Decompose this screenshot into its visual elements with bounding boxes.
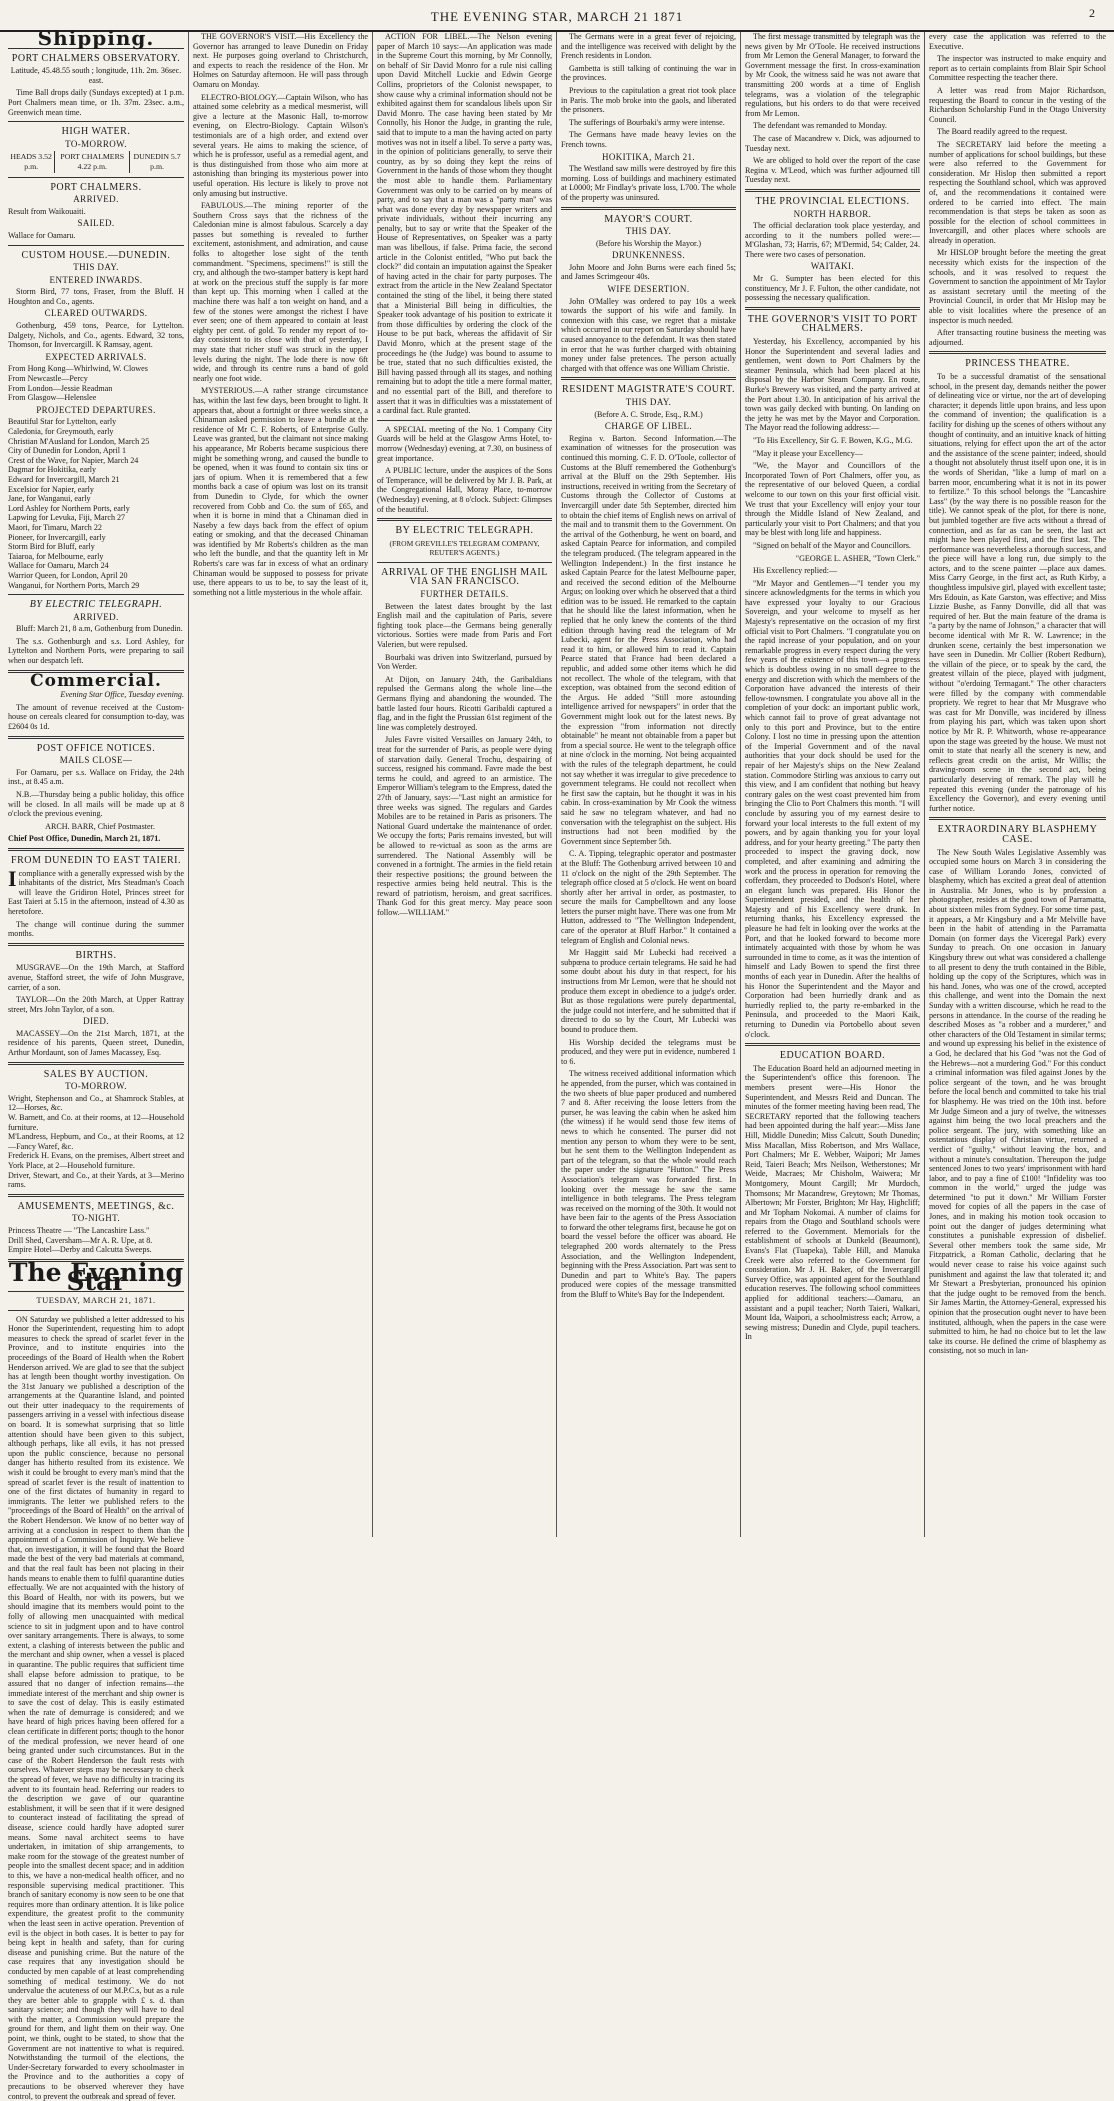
telegraph-p9: The Germans have made heavy levies on the French towns. — [561, 130, 736, 149]
wife-label: WIFE DESERTION. — [607, 284, 690, 295]
telegraph-heading: BY ELECTRIC TELEGRAPH. — [395, 525, 534, 537]
taieri-title: FROM DUNEDIN TO EAST TAIERI. — [11, 854, 181, 866]
telegraph-p5: The Germans were in a great fever of rejoicing, and the intelligence was received with delight by the French residents in London. — [561, 32, 736, 61]
telegraph-credit: (FROM GREVILLE'S TELEGRAM COMPANY, REUTER'S AGENTS.) — [389, 538, 540, 558]
list-item: Dagmar for Hokitika, early — [8, 465, 97, 475]
mayors-court-title: MAYOR'S COURT. — [604, 213, 693, 225]
hw-dunedin: DUNEDIN 5.7 p.m. — [133, 152, 181, 171]
auction-tomorrow: TO-MORROW. — [65, 1081, 127, 1092]
post-text2: N.B.—Thursday being a public holiday, this office will be closed. In all mails will be made up at 8 o'clock the previous evening. — [8, 790, 184, 819]
north-harbor: NORTH HARBOR. — [793, 208, 872, 219]
telegraph-arrived: ARRIVED. — [73, 611, 119, 622]
post-place: Chief Post Office, Dunedin, March 21, 1871. — [8, 834, 161, 844]
post-sign: ARCH. BARR, Chief Postmaster. — [45, 821, 155, 831]
education-title: EDUCATION BOARD. — [779, 1050, 886, 1062]
list-item: Lord Ashley for Northern Ports, early — [8, 503, 130, 513]
port-chalmers-title: PORT CHALMERS. — [50, 181, 142, 193]
sailed-text: Wallace for Oamaru. — [8, 230, 76, 240]
list-item: From London—Jessie Readman — [8, 383, 113, 393]
births-title: BIRTHS. — [75, 949, 117, 961]
col5-text3: The case of Macandrew v. Dick, was adjourned to Tuesday next. — [745, 133, 920, 153]
amusements-tonight: TO-NIGHT. — [71, 1213, 120, 1224]
blasphemy-title: EXTRAORDINARY BLASPHEMY CASE. — [937, 824, 1098, 845]
list-item: Warrior Queen, for London, April 20 — [8, 570, 128, 580]
col6-text4: The Board readily agreed to the request. — [937, 127, 1068, 137]
taieri-text: compliance with a generally expressed wish by the inhabitants of the district, Mrs Steadman's Coach will leave the Gridiron Hotel, Princes street for East Taieri at 5.15 in the afternoon, instead of 4.30 as heretofore. — [8, 868, 184, 916]
governor-visit-text: Yesterday, his Excellency, accompanied by his Honor the Superintendent and several ladies and gentlemen, went down to Port Chalmers by the steamer Peninsula, which had been placed at his disposal by the Harbor Steam Company. En route, Burke's Brewery was visited, and the party arrived at the Port about 1.30. In anticipation of his arrival the town was gaily decked with bunting. On landing on the jetty he was met by the Mayor and Corporation. The Mayor read the following address:— — [745, 337, 920, 433]
running-title: THE EVENING STAR, MARCH 21 1871 — [430, 9, 684, 24]
col5-text1: The first message transmitted by telegraph was the news given by Mr O'Toole. He received instructions from Mr Lemon the General Manager, to forward the Government message the first. In cross-examination by Mr Cook, the witness said he was not aware that transmitting 200 words at a time of English telegrams, was a violation of the telegraphic regulations, but his orders to do that were received from Mr Lemon. — [745, 32, 920, 118]
taieri-text2: The change will continue during the summer months. — [8, 919, 184, 939]
resident-text5: The witness received additional information which he appended, from the purser, which was contained in the two sheets of blue paper produced and numbered 7 and 8. After receiving the loose letters from the purser, he was leaving the cabin when he asked him (the witness) if he would send those few items of news to which he consented. The purser did not mention any person to whom they were to be sent, but he sent them to the Wellington Independent as part of the telegram, so that the whole would reach the paper under the signature "Hutton." The Press Association's telegram was forwarded first. In looking over the message he saw the same intelligence in both telegrams. The Press telegram was received on the morning of the 30th. It would not have been fair to the agents of the Press Association to forward the other telegrams first, because he got on board the vessel before the officer was aboard. He telegraphed 200 words alternately to the Press Association, and the Wellington Independent, beginning with the Press Association. Part was sent to Dunedin and part to White's Bay. The papers produced were copies of the message transmitted from the Bluff to White's Bay for the Independent. — [561, 1069, 736, 1300]
telegraph-p2: Bourbaki was driven into Switzerland, pursued by Von Werder. — [377, 652, 552, 672]
telegraph-p6: Gambetta is still talking of continuing the war in the provinces. — [561, 63, 736, 83]
column-4 — [556, 32, 740, 1537]
observatory-title: PORT CHALMERS OBSERVATORY. — [11, 52, 181, 64]
post-mails: MAILS CLOSE— — [59, 755, 133, 766]
col6-text1: every case the application was referred to the Executive. — [929, 32, 1106, 51]
further-details: FURTHER DETAILS. — [420, 589, 509, 600]
list-item: Christian M'Ausland for London, March 25 — [8, 436, 150, 446]
col5-text2: The defendant was remanded to Monday. — [753, 121, 887, 131]
resident-text3: Mr Haggitt said Mr Lubecki had received a subpœna to produce certain telegrams. He said he had some doubt about his duty in that respect, for his instructions from Mr Lemon, were that he should not produce them except in obedience to a judge's order. But as those regulations were purely departmental, the judge could not interfere, and he submitted that if directed to do so by the Court, Mr Lubecki was bound to produce them. — [561, 948, 736, 1034]
paper-brand: The Evening Star — [8, 1257, 184, 1297]
list-item: Beautiful Star for Lyttelton, early — [8, 417, 117, 427]
post-text1: For Oamaru, per s.s. Wallace on Friday, the 24th inst., at 8.45 a.m. — [8, 767, 184, 787]
mayors-before: (Before his Worship the Mayor.) — [595, 238, 702, 248]
resident-text4: His Worship decided the telegrams must be produced, and they were put in evidence, numbered 1 to 6. — [561, 1037, 736, 1066]
running-head — [0, 0, 1114, 32]
dropcap: I — [8, 865, 17, 891]
col6-text2: The inspector was instructed to make enquiry and report as to certain complaints from Blair Spir School Committee respecting the teacher there. — [929, 54, 1106, 83]
libel-note: ACTION FOR LIBEL.—The Nelson evening paper of March 10 says:—An application was made in the Supreme Court this morning, by Mr Connolly, on behalf of Sir David Monro for a rule nisi calling upon David Mitchell Luckie and Edwin George Collins, proprietors of the Colonist newspaper, to show cause why a criminal information should not be exhibited against them for scandalous libels upon Sir David Monro. The case having been stated by Mr Connolly, his Honor the Judge, in granting the rule, said that to impute to a man the having acted on party motives was not in itself a libel. To serve a party was, in the opinion of politicians generally, to serve their country, as by so doing they kept the reins of Government in the hands of those whom they thought the most able to handle them. Parliamentary Government was only to be carried on by means of party, and to say that a man was a "party man" was what was done every day by newspaper writers and private individuals, without their incurring any penalty, but to say or write that the Speaker of the House of Representatives, on Speaker was a party man was libellous, if false. Prima facie, the second article in the Colonist entitled, "Who put back the clock?" did contain an imputation against the Speaker of having acted in the chair for party purposes. The extract from the article in the New Zealand Spectator contained the sting of the libel, it being there stated that a Ministerial Bill being in difficulties, the Speaker took advantage of his position to extricate it from those difficulties by ordering the clock of the House to be put back, whereas the affidavit of Sir David Monro, which at the present stage of the proceedings he (the Judge) was bound to assume to be true, stated that no such difficulties existed, the Bill having passed through all its stages, and nothing remaining but to adopt the title a mere formal matter, and no essential part of the Bill, and therefore to assert that it was in difficulties was a misstatement of a cardinal fact. Rule granted. — [377, 32, 552, 416]
address-3: "We, the Mayor and Councillors of the Incorporated Town of Port Chalmers, offer you, as the representative of our beloved Queen, a cordial welcome to our town on this your first official visit. We trust that your Excellency will enjoy your tour through the Middle Island of New Zealand, and particularly your visit to Port Chalmers; and that you may be blest with long life and happiness. — [745, 461, 920, 538]
timeball-text: Time Ball drops daily (Sundays excepted) at 1 p.m. Port Chalmers mean time, or 1h. 37m. 23sec. a.m., Greenwich mean time. — [8, 88, 184, 117]
customs-title: CUSTOM HOUSE.—DUNEDIN. — [21, 249, 171, 261]
list-item: Wallace for Oamaru, March 24 — [8, 561, 109, 571]
amusements-title: AMUSEMENTS, MEETINGS, &c. — [17, 1200, 175, 1212]
col6-text7: After transacting routine business the meeting was adjourned. — [929, 328, 1106, 347]
died-text: MACASSEY—On the 21st March, 1871, at the residence of his parents, Queen street, Dunedin, Arthur Mordaunt, son of James Macassey, Esq. — [8, 1028, 184, 1058]
telegraph-text1: Bluff: March 21, 8 a.m, Gothenburg from Dunedin. — [16, 624, 183, 634]
fabulous-note: FABULOUS.—The mining reporter of the Southern Cross says that the richness of the Caledonian mine is almost fabulous. Scarcely a day passes but something is revealed to further excitement, astonishment, and admiration, and cause folks to altogether lose sight of the tenth commandment. "Specimens, specimens!" is still the cry, and although the two-stamper battery is kept hard at work on the precious stuff the supply is far more than kept up. This morning when I called at the machine there was half a ton weight on hand, and a few of the stones were amongst the richest I have ever seen; one of them appeared to contain at least eighty per cent. of gold. To render my report of to-day consistent to its close with that of yesterday, I may state that richer stuff was struck in the upper levels during the night. The lode there is now 6ft wide, and through its centre runs a band of gold nearly one foot wide. — [193, 201, 368, 383]
entered-text: Storm Bird, 77 tons, Fraser, from the Bluff. H Houghton and Co., agents. — [8, 287, 184, 306]
list-item: M'Landress, Hepburn, and Co., at their Rooms, at 12—Fancy Waref, &c. — [8, 1132, 184, 1151]
list-item: Empire Hotel—Derby and Calcutta Sweeps. — [8, 1245, 152, 1255]
list-item: W. Barnett, and Co. at their rooms, at 12—Household furniture. — [8, 1113, 184, 1132]
list-item: Jane, for Wanganui, early — [8, 494, 91, 504]
hw-port: PORT CHALMERS 4.22 p.m. — [55, 151, 130, 172]
cleared-label: CLEARED OUTWARDS. — [44, 308, 148, 319]
list-item: Pioneer, for Invercargill, early — [8, 532, 106, 542]
blasphemy-text: The New South Wales Legislative Assembly was occupied some hours on March 3 in considering the case of William Lorando Jones, convicted of blasphemy, which has excited a great deal of attention in Australia. Mr Jones, who is by profession a photographer, resides at the good town of Parramatta, about sixteen miles from Sydney. For some time past, it appears, a Mr Kingsbury and a Mr Melville have been in the habit of attending in the Parramatta Domain (on former days the Viceregal Park) every Sunday to preach. On one occasion in January Kingsbury threw out what was considered a challenge to all present to deny the truth contained in the Bible, holding up the copy of the Scriptures, which was in his hand. Jones, who was one of the crowd, accepted this challenge, and went into the Domain the next Sunday with a written discourse, which he read to the persons in attendance. In the course of the reading he described Moses as "a robber and a murderer," and other characters of the Old Testament in similar terms; and wound up expressing his belief in the existence of a God, he declared that his God "was not the God of the Hebrews—not a murdering God." For this conduct a criminal information was filed against Jones by the police sergeant of the town, and he was brought before the local bench and committed to take his trial for blasphemy. He was tried on the 10th inst. before Mr Judge Simeon and a jury of twelve, the witnesses against him being the two local preachers and the police sergeant. The jury, with something like an ostentatious display of Christian virtue, returned a verdict of "guilty," without leaving the box, and without a minute's consultation. Thereupon the judge sentenced Jones to two years' imprisonment with hard labor, and to pay a fine of £100! "Infidelity was too common in the world," urged the judge was determined "to put it down." Mr William Forster moved for copies of all the papers in the case of Jones, and in making his motion took occasion to point out the danger of judges determining what constitutes a punishable expression of disbelief. Several other members took the same side, Mr Fitzpatrick, a Roman Catholic, declaring that he would never cease to raise his voice against such punishment and against the law that tolerated it; and Mr Stewart a Presbyterian, pronounced his opinion that the judge ought to be removed from the bench. Sir James Martin, the Attorney-General, expressed his opinion that the prosecution ought never to have been instituted, although, when the papers in the case were submitted to him, he had no choice but to let the law take its course. He defined the crime of blasphemy as consisting, not so much in lan- — [929, 847, 1106, 1356]
theatre-title: PRINCESS THEATRE. — [965, 358, 1070, 370]
list-item: From Glasgow—Helenslee — [8, 393, 97, 403]
commercial-heading: Commercial. — [30, 670, 162, 691]
high-water-table — [8, 151, 184, 172]
hw-heads: HEADS 3.52 p.m. — [8, 151, 55, 172]
editorial-text: ON Saturday we published a letter addressed to his Honor the Superintendent, requesting him to adopt measures to check the spread of scarlet fever in the Province, and to institute enquiries into the proceedings of the Board of Health when the Robert Henderson arrived. We are glad to see that the subject has at length been thought worthy investigation. On the 31st January we published a description of the arrangements at the Quarantine Island, and pointed out their utter inadequacy to the requirements of passengers arriving in a vessel with infectious disease on board. It is somewhat surprising that so little attention should have been given to this subject, although perhaps, like all evils, it has not pressed upon the public conscience, because no personal danger has hitherto resulted from its existence. We wish it could be brought to every man's mind that the spread of scarlet fever is the result of inattention to one of the first dictates of humanity in regard to immigrants. The letter we published refers to the "proceedings of the Board of Health" on the arrival of the Robert Henderson. We know of no better way of arriving at a conclusion in respect to them than the appointment of a Commission of Inquiry. We believe that, on investigation, it will be found that the Board made the best of the very bad materials at command, and that the real fault has been not placing in their hands means to enable them to fulfil quarantine duties effectually. We are not acquainted with the history of this Board of Health, nor with its powers, but we should imagine that its members would point to the folly of allowing men unacquainted with medical science to sit in judgment upon and to have control over sanitary arrangements. There is always, to some extent, a clashing of interests between the public and the merchant and ship owner, when a vessel is placed in quarantine. The public requires that sufficient time shall elapse before admission to pratique, to be assured that no danger of infection remains—the immediate interest of the merchant and ship owner is to save the cost of delay. This is easily estimated when the rate of demurrage is considered; and we have heard of high prices having been offered for a clean certificate in different ports; though to the honor of the medical profession, we never heard of one being granted under such circumstances. But in the case of the Robert Henderson the fault rests with ourselves. Whatever steps may be necessary to check the spread of fever, we have no difficulty in tracing its advent to its fountain head. Referring our readers to the description we gave of our quarantine establishment, it will be seen that if it were designed to counteract instead of facilitating the spread of disease, science could hardly have adopted surer means. Some naval architect seems to have undertaken, in imitation of ship arrangements, to make room for the stowage of the greatest number of people into the smallest decent space; and in addition to this, we have a non-medical health officer, and no responsible supervising medical practitioner. This branch of sanitary economy is now seen to be one that requires more than ordinary attention. It is like police expenditure, the greatest profit to the community when the least seen in active operation. Prevention of evil is the object in both cases. It is better to pay for being kept in health and safety, than for curing disease and punishing crime. But the nature of the case requires that any investigation should be conducted by men capable of at least comprehending something of medical testimony. We do not undervalue the acuteness of our M.P.C.s, but as a rule they are better able to grapple with £ s. d. than sanitary science; and though they will have to deal with the matter, a Commission would prepare the ground for them, and light them on their way. One point, we think, ought to be stated, to show that the Government are not inattentive to what is required. Notwithstanding the turmoil of the elections, the Under-Secretary forwarded to every schoolmaster in the Province and to the authorities a copy of precautions to be observed wherever they have control, to prevent the outbreak and spread of fever. — [8, 1314, 184, 2101]
list-item: From Hong Kong—Whirlwind, W. Clowes — [8, 364, 148, 374]
mayors-day: THIS DAY. — [625, 226, 672, 237]
list-item: City of Dunedin for London, April 1 — [8, 446, 127, 456]
projected-list — [8, 417, 184, 590]
col5-text4: We are obliged to hold over the report of the case Regina v. M'Leod, which was further adjourned till Tuesday next. — [745, 156, 920, 185]
cleared-text: Gothenburg, 459 tons, Pearce, for Lyttelton. Dalgety, Nichols, and Co., agents. Edward, 32 tons, Thomson, for Invercargill. K Ramsay, agent. — [8, 321, 184, 350]
address-4: "Signed on behalf of the Mayor and Councillors. — [753, 540, 911, 550]
issue-date: TUESDAY, MARCH 21, 1871. — [36, 1294, 156, 1305]
customs-day: THIS DAY. — [73, 262, 119, 273]
births-text2: TAYLOR—On the 20th March, at Upper Rattray street, Mrs John Taylor, of a son. — [8, 995, 184, 1014]
libel-label: CHARGE OF LIBEL. — [604, 421, 693, 432]
hokitika-dateline: HOKITIKA, March 21. — [601, 151, 696, 162]
list-item: Wright, Stephenson and Co., at Shamrock Stables, at 12—Horses, &c. — [8, 1093, 184, 1113]
education-text: The Education Board held an adjourned meeting in the Superintendent's office this forenoon. The members present were—His Honor the Superintendent, and Messrs Reid and Duncan. The minutes of the former meeting having been read, The SECRETARY reported that the following teachers had been appointed during the half year:—Miss Jane Hill, Middle Dunedin; Miss Calcutt, South Dunedin; Miss Macallan, Miss Robertson, and Mrs Wallace, Port Chalmers; Mr E. Webber, Waipori; Mr James Reid, Taieri Beach; Mrs Neilson, Wetherstones; Mr Weide, Macraes; Mr Chisholm, Waiwera; Mr Montgomery, Mount Cargill; Mr Murdoch, Thomsons; Mr Macandrew, Greytown; Mr Thomas, Albertown; Mr Forster, Brighton; Mr Hay, Highcliff; and Mr Topham Nokomai. A number of claims for repairs from the Otago and Southland schools were referred to the Government. Memorials for the establishment of schools at Dunkeld (Beaumont), Evans's Flat (Tuapeka), Table Hill, and Manuka Creek were also referred to the Government for consideration. Mr J. H. Baker, of the Invercargill Survey Office, was appointed agent for the Southland education reserves. The following school committees applied for additional teachers:—Oamaru, an assistant and a pupil teacher; North Taieri, Walkari, Mount Ida, Waipori, a schoolmistress each; Arrow, a sewing mistress; Dunedin and Clyde, pupil teachers. In — [745, 1063, 920, 1342]
list-item: Wanganui, for Northern Ports, March 29 — [8, 580, 140, 590]
col6-text3: A letter was read from Major Richardson, requesting the Board to concur in the vesting of the Richardson Scholarship Fund in the Otago University Council. — [929, 85, 1106, 124]
column-2 — [188, 32, 372, 1537]
auction-title: SALES BY AUCTION. — [43, 1068, 149, 1080]
page-number: 2 — [1089, 6, 1096, 20]
resident-text2: C. A. Tipping, telegraphic operator and postmaster at the Bluff: The Gothenburg arrived between 10 and 11 o'clock on the night of the 29th September. The telegraph office closed at 5 o'clock. He went on board shortly after her arrival in order, as postmaster, to secure the mails for Campbelltown and any loose letters the purser might have. There was one from Mr Hutton, addressed to "The Wellington Independent, care of the operator at Bluff Harbor." It contained a telegram of English and Colonial news. — [561, 849, 736, 945]
resident-court-title: RESIDENT MAGISTRATE'S COURT. — [562, 384, 735, 396]
list-item: From Newcastle—Percy — [8, 374, 88, 384]
list-item: Lapwing for Levuka, Fiji, March 27 — [8, 513, 126, 523]
commercial-text: The amount of revenue received at the Custom-house on cereals cleared for consumption to-day, was £2604 0s 1d. — [8, 702, 184, 732]
telegraph-p8: The sufferings of Bourbaki's army were intense. — [569, 117, 725, 127]
drunk-label: DRUNKENNESS. — [611, 250, 686, 261]
expected-label: EXPECTED ARRIVALS. — [45, 351, 147, 362]
telegraph-p4: Jules Favre visited Versailles on January 24th, to treat for the surrender of Paris, as people were dying of starvation daily. General Trochu, despairing of success, resigned his command. Favre made the best terms he could, and agreed to an armistice. The Emperor William's telegram to the Empress, dated the 27th of January, says:—"Last night an armistice for three weeks was signed. The regulars and Gardes Mobiles are to be retained in Paris as prisoners. The National Guard undertake the maintenance of order. We occupy the forts; Paris remains invested, but will be allowed to re-victual as soon as the arms are surrendered. The National Assembly will be convened in a fortnight. The armies in the field retain their respective positions; the ground between the respective armies being held neutral. This is the reward of patriotism, heroism, and great sacrifices. Thank God for this great mercy. May peace soon follow.—WILLIAM." — [377, 735, 552, 918]
list-item: Frederick H. Evans, on the premises, Albert street and York Place, at 2—Household furniture. — [8, 1151, 184, 1170]
post-title: POST OFFICE NOTICES. — [36, 742, 156, 754]
list-item: Taiaroa, for Melbourne, early — [8, 551, 104, 561]
hokitika-text: The Westland saw mills were destroyed by fire this morning. Loss of buildings and machinery estimated at L0000; Mr Findlay's private loss, L700. The whole of the property was uninsured. — [561, 164, 736, 202]
column-3 — [372, 32, 556, 1537]
theatre-text: To be a successful dramatist of the sensational school, in the present day, demands neither the power of delineating vice or virtue, nor the art of developing character; it depends little upon brains, and less upon the command of invention; the qualification is a facility for dishing up the scenes of others without any thought of continuity, and an intuitive knack of hitting situations, relying for effect upon the art of the actor and the assistance of the scene painter; indeed, should a thought not absolutely thrust itself upon one, it is in the words of Sheridan, "like a lump of marl on a barren moor, encumbering what it is not in its power to fertilize." To this school belongs the "Lancashire Lass" (by the way there is no possible reason for the title). We cannot speak of the plot, for there is none, but jumbled together are five acts without a thread of connection, and as far as can be seen, the last act might have been played first, and the first last. The performance was nevertheless a thorough success, and the piece will have a long run, due simply to the actors, and to the scene painter —place aux dames. Miss Carry George, in the first act, as Ruth Kirby, a thoughtless impulsive girl, played with excellent taste; Mrs Edouin, as Kate Garston, was effective; and Miss Lizzie Bushe, as Fanny Donville, did all that was required of her. But the main feature of the drama is "a party by the name of Johnson," a character that will become identical with Mr R. W. Lawrence; in the drunken scene, certainly the best impersonation we have seen in Dunedin. Mr Collier (Robert Redburn), the villain of the piece, or to speak by the card, the greatest villain of the piece, played with judgment, without "o'erdoing Termagant." The other characters were filled by the company with commendable propriety. We regret to hear that Mr Musgrave who was cast for Mr Donville, was incidered by illness from playing his part, which was taken upon short notice by Mr R. P. Whitworth, whose re-appearance upon the stage was greeted by the house. We must not omit to state that nearly all the scenery is new, and reflects great credit on the artist, Mr Willis; the drawing-room scene in the second act, being particularly deserving of remark. The play will be repeated this evening (under the patronage of his Excellency the Governor), and every evening until further notice. — [929, 372, 1106, 813]
address-1: "To His Excellency, Sir G. F. Bowen, K.G., M.G. — [753, 435, 913, 445]
telegraph-p3: At Dijon, on January 24th, the Garibaldians repulsed the Germans along the whole line—the Germans flying and abandoning the wounded. The battle lasted four hours. Ricotti Garibaldi captured a flag, and in the fight the Prussian 61st regiment of the line was completely destroyed. — [377, 674, 552, 732]
col6-text5: The SECRETARY laid before the meeting a number of applications for school buildings, but these were also referred to the Government for consideration. Mr Hislop then submitted a report respecting the Southland school, which was approved of, and the recommendations it contained were ordered to be carried into effect. The main recommendation is that steps be taken as soon as possible for the election of school committees in Invercargill, and other places where schools are already in operation. — [929, 139, 1106, 245]
arrived-text: Result from Waikouaiti. — [8, 206, 86, 216]
resident-text: Regina v. Barton. Second Information.—The examination of witnesses for the prosecution was continued this morning. C. F. D. O'Toole, collector of Customs at the Bluff remembered the Gothenburg's arrival at the Bluff on the 29th September. His instructions, received in writing from the Secretary of Customs through the Collector of Customs at Invercargill under date 5th September, directed him to obtain the chief items of English news on arrival of the mail and to transmit them to the Government. On the arrival of the Gothenburg, he went on board, and asked Captain Pearce for information, and compiled the telegram produced. (The telegram appeared in the Wellington Independent.) In the first instance he asked Captain Pearce for the latest Melbourne paper, and received the second edition of the Melbourne Argus; on looking over which he observed that a third edition was to be issued. He remarked to the captain that he should like the latest information, when he replied that he only knew the contents of the third edition through having read the telegram of Mr Lubecki, agent for the Press Association, who had read it to him, or allowed him to read it. Captain Pearce stated that France had been declared a republic, and added some other items which he did not recollect. The whole of the telegram, with that exception, was obtained from the second edition of the Argus. He added "Still more astounding intelligence arrived for newspapers" in order that the Government might look out for the latest news. By the expression "from information not directly obtainable" he meant not obtainable from a paper but from a special source. He went to the telegraph office at nine o'clock in the morning. Not being acquainted with the rules of the telegraph department, he could not say whether it was irregular to give precedence to government telegrams. He could not recollect when he first saw the captain, but he thought it was in his cabin. In cross-examination by Mr Cook the witness said he saw no telegram whatever, and had no conversation with the telegraphist on the subject. His instructions had not been modified by the Government since September 5th. — [561, 433, 736, 846]
list-item: Driver, Stewart, and Co., at their Yards, at 3—Merino rams. — [8, 1170, 184, 1190]
mysterious-note: MYSTERIOUS.—A rather strange circumstance has, within the last few days, been brought to light. It appears that, about a fortnight or three weeks since, a Chinaman asked permission to leave a bundle at the residence of Mr C. F. Roberts, of Enterprise Gully. Leave was granted, but the claimant not since making his appearance, Mr Roberts became suspicious there might be something wrong, and caused the bundle to be opened, when it was found to contain six tins or jars of opium. When it is remembered that a few months back a case of opium was lost on its transit from Dunedin to Clyde, for which the owner recovered from Cobb and Co. the sum of £65, and when it is borne in mind that a Chinaman died in Naseby a few days back from the effect of opium eating or smoking, and that the deceased Chinaman was identified by Mr Roberts's children as the man who left the bundle, and that the quantity left in Mr Roberts's care was far in excess of what an ordinary Chinaman would be supposed to possess for private use, there appears to us to be, to say the least of it, something not a little mysterious in the whole affair. — [193, 386, 368, 597]
telegraph-p1: Between the latest dates brought by the last English mail and the capitulation of Paris, severe fighting took place—the Germans being generally victorious. Sorties were made from Paris and Fort Valerien, but were repulsed. — [377, 601, 552, 650]
col6-text6: Mr HISLOP brought before the meeting the great necessity which exists for the inspection of the schools, and it was resolved to request the Government to sanction the appointment of Mr Taylor as assistant secretary until the meeting of the Provincial Council, in order that Mr Hislop may be able to visit localities where the presence of an inspector is much needed. — [929, 248, 1106, 325]
list-item: Princess Theatre — "The Lancashire Lass." — [8, 1225, 150, 1235]
lecture-note: A PUBLIC lecture, under the auspices of the Sons of Temperance, will be delivered by Mr J. B. Park, at the Congregational Hall, Moray Place, to-morrow (Wednesday) evening, at 8 o'clock. Subject: Glimpses of the beautiful. — [377, 466, 552, 514]
list-item: Crest of the Wave, for Napier, March 24 — [8, 455, 139, 465]
reply-label: His Excellency replied:— — [753, 566, 838, 576]
sailed-label: SAILED. — [77, 218, 115, 229]
mayors-text2: John O'Malley was ordered to pay 10s a week towards the support of his wife and family. In connexion with this case, we regret that a mistake which occurred in our report on Saturday should have caused annoyance to the defendant. It was then stated in error that he was further charged with obtaining money under false pretences. The person actually charged with that offence was one William Christie. — [561, 296, 736, 373]
address-2: "May it please your Excellency— — [753, 448, 863, 458]
column-5 — [740, 32, 924, 1537]
shipping-heading: Shipping. — [37, 26, 155, 50]
telegraph-col1-heading: BY ELECTRIC TELEGRAPH. — [29, 599, 163, 611]
entered-label: ENTERED INWARDS. — [49, 274, 143, 285]
list-item: Drill Shed, Caversham—Mr A. R. Upe, at 8. — [8, 1235, 153, 1245]
commercial-office: Evening Star Office, Tuesday evening. — [60, 690, 184, 700]
resident-day: THIS DAY. — [625, 397, 672, 407]
observatory-text: Latitude, 45.48.55 south ; longitude, 11h. 2m. 36sec. east. — [10, 66, 182, 85]
column-1 — [4, 26, 188, 2101]
waitaki-text: Mr G. Sumpter has been elected for this constituency, Mr J. F. Fulton, the other candidate, not possessing the necessary qualification. — [745, 274, 920, 303]
list-item: Excelsior for Napier, early — [8, 484, 94, 494]
governor-visit-note: THE GOVERNOR'S VISIT.—His Excellency the Governor has arranged to leave Dunedin on Friday next. He purposes going overland to Christchurch, and expects to reach the residence of the Hon. Mr Holmes on Saturday afternoon. He will pass through Oamaru on Monday. — [193, 32, 368, 89]
city-guards-note: A SPECIAL meeting of the No. 1 Company City Guards will be held at the Glasgow Arms Hotel, to-morrow (Wednesday) evening, at 7.30, on business of great importance. — [377, 424, 552, 463]
electro-biology-note: ELECTRO-BIOLOGY.—Captain Wilson, who has attained some celebrity as a medical mesmerist, will give a lecture at the Masonic Hall, to-morrow evening, on Electro-Biology. Captain Wilson's testimonials are of a high order, and extend over several years. He aims to making the science, of which he is professor, useful as a remedial agent, and is thus distinguished from those who aim more at astonishing than bringing its mysterious power into useful operation. His lecture is likely to prove not only amusing but instructive. — [193, 92, 368, 198]
mail-arrival-title: ARRIVAL OF THE ENGLISH MAIL VIA SAN FRANCISCO. — [381, 566, 548, 588]
list-item: Caledonia, for Greymouth, early — [8, 427, 114, 436]
expected-list — [8, 364, 184, 402]
list-item: Edward for Invercargill, March 21 — [8, 474, 120, 484]
column-6 — [924, 32, 1110, 1537]
arrived-label: ARRIVED. — [73, 194, 119, 205]
reply-text: "Mr Mayor and Gentlemen—"I tender you my sincere acknowledgments for the terms in which you have expressed your loyalty to our Gracious Sovereign, and your welcome to myself as her Majesty's representative on the occasion of my first official visit to Port Chalmers. "I congratulate you on the rapid increase of your population, and on your remarkable progress in every respect during the very few years of the existence of this town—a progress which is doubtless owing in no small degree to the energy and discretion with which the members of the Corporation have advanced the interests of their fellow-townsmen. I congratulate you above all in the completion of your dock: an important public work, which cannot fail to prove of great advantage not only to this port and Province, but to the entire Colony. I lost no time in pressing upon the attention of the Imperial Government and of the naval authorities that your dock should be used for the repair of her Majesty's ships on the New Zealand station. Commodore Stirling was anxious to carry out this view, and I am confident that nothing but heavy contrary gales on the west coast prevented him from bringing the Clio to Port Chalmers this month. "I will conclude by assuring you of my earnest desire to forward your local interests to the full extent of my powers, and by again thanking you for your loyal address, and for your hearty greeting." The party then proceeded to inspect the graving dock, now completed, and after examining and admiring the work and the process in operation for removing the cofferdam, they proceeded to Dodson's Hotel, where an elegant lunch was prepared. His Honor the Superintendent presided, and the health of her Majesty and of his Excellency were drunk. In returning thanks, his Excellency expressed the pleasure he had felt in looking over the works at the Port, and that he looked forward to become more intimately acquainted with those by whom he was surrounded in time to come, as it was the intention of himself and Lady Bowen to spend the first three months of each year in Dunedin. After the healths of his Honor the Superintendent and the Mayor and Corporation had been hurriedly drank and as hurriedly replied to, the party re-embarked in the Peninsula, and proceeded to the Maori Kaik, returning to Dunedin via Portobello about seven o'clock. — [745, 578, 920, 1039]
telegraph-text2: The s.s. Gothenburgh and s.s. Lord Ashley, for Lyttelton and Northern Ports, were preparing to sail when our despatch left. — [8, 636, 184, 666]
high-water-title: HIGH WATER. — [61, 126, 131, 138]
telegraph-p7: Previous to the capitulation a great riot took place in Paris. The mob broke into the gaols, and liberated the prisoners. — [561, 85, 736, 115]
governor-visit-title: THE GOVERNOR'S VISIT TO PORT CHALMERS. — [747, 313, 918, 335]
address-5: "GEORGE L. ASHER, "Town Clerk." — [795, 553, 920, 563]
births-text1: MUSGRAVE—On the 19th March, at Stafford avenue, Stafford street, the wife of John Musgrave, carrier, of a son. — [8, 963, 184, 992]
resident-before: (Before A. C. Strode, Esq., R.M.) — [594, 409, 703, 419]
list-item: Storm Bird for Bluff, early — [8, 542, 95, 552]
high-water-tomorrow: TO-MORROW. — [65, 138, 127, 149]
projected-label: PROJECTED DEPARTURES. — [36, 404, 156, 415]
provincial-text: The official declaration took place yesterday, and according to it the numbers polled were:—M'Glashan, 73; Harris, 67; M'Dermid, 54; Calder, 24. There were two cases of personation. — [745, 221, 920, 259]
waitaki-label: WAITAKI. — [810, 261, 855, 272]
died-label: DIED. — [83, 1016, 109, 1027]
columns — [4, 26, 1110, 2101]
provincial-title: THE PROVINCIAL ELECTIONS. — [755, 195, 910, 207]
mayors-text1: John Moore and John Burns were each fined 5s; and James Scrimgeour 40s. — [561, 262, 736, 282]
list-item: Maori, for Timaru, March 22 — [8, 522, 102, 532]
